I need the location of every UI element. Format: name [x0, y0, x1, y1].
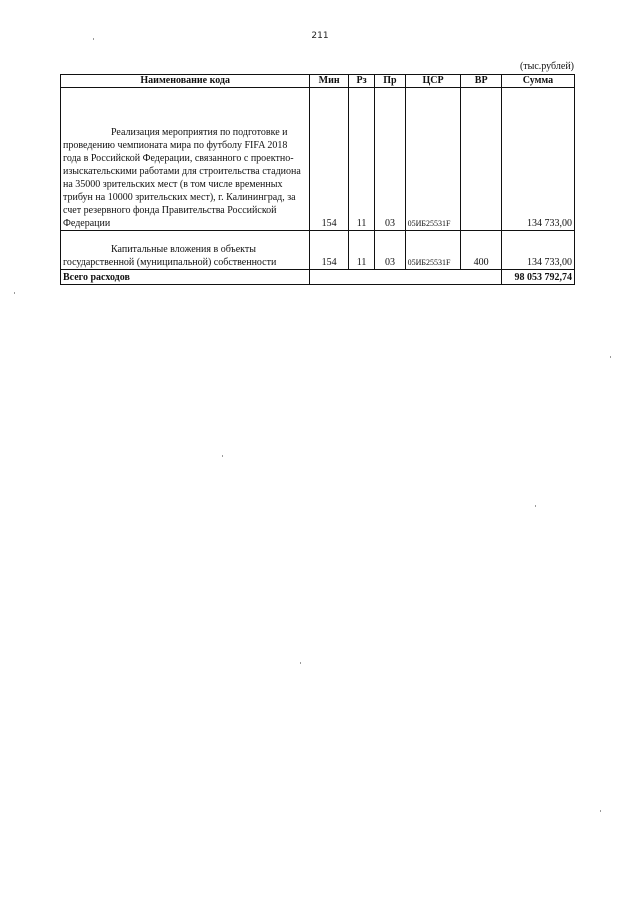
table-row — [61, 231, 575, 270]
row-vr — [461, 88, 502, 231]
scan-speck — [222, 455, 223, 457]
header-pr: Пр — [375, 75, 405, 88]
scan-speck — [535, 505, 536, 507]
header-min: Мин — [310, 75, 349, 88]
header-vr: ВР — [461, 75, 502, 88]
row-min: 154 — [310, 88, 349, 231]
scan-speck — [610, 356, 611, 358]
row-pr: 03 — [375, 88, 405, 231]
scan-speck — [600, 810, 601, 812]
row-pr: 03 — [375, 231, 405, 270]
total-row — [61, 270, 575, 285]
total-blank-cell — [405, 270, 461, 285]
row-rz: 11 — [348, 231, 374, 270]
row-sum: 134 733,00 — [501, 88, 574, 231]
total-sum: 98 053 792,74 — [501, 270, 574, 285]
total-blank-cell — [461, 270, 502, 285]
row-csr: 05ИБ25531F — [405, 88, 461, 231]
total-blank-cell — [375, 270, 405, 285]
table-header-row — [61, 75, 575, 88]
total-blank-cell — [310, 270, 349, 285]
budget-table — [60, 74, 575, 285]
total-blank-cell — [348, 270, 374, 285]
row-name-cell — [61, 231, 310, 270]
header-rz: Рз — [348, 75, 374, 88]
row-min: 154 — [310, 231, 349, 270]
header-name: Наименование кода — [61, 75, 310, 88]
page-number: 211 — [311, 31, 329, 41]
row-sum: 134 733,00 — [501, 231, 574, 270]
scan-speck — [14, 292, 15, 294]
scan-speck — [93, 38, 94, 40]
header-sum: Сумма — [501, 75, 574, 88]
row-name: Реализация мероприятия по подготовке и проведению чемпионата мира по футболу FIFA 2018 года в Российской Федерации, связанного с проектно-изыскательскими работами для строительства стадиона на 35000 зрительских мест (в том числе временных трибун на 10000 зрительских мест), г. Калининград, за счет резервного фонда Правительства Российской Федерации — [63, 127, 301, 229]
row-rz: 11 — [348, 88, 374, 231]
units-label: (тыс.рублей) — [519, 61, 574, 72]
row-name-cell — [61, 88, 310, 231]
total-label: Всего расходов — [61, 270, 310, 285]
table-row — [61, 88, 575, 231]
row-csr: 05ИБ25531F — [405, 231, 461, 270]
row-vr: 400 — [461, 231, 502, 270]
header-csr: ЦСР — [405, 75, 461, 88]
row-name: Капитальные вложения в объекты государственной (муниципальной) собственности — [63, 244, 277, 268]
scan-speck — [300, 662, 301, 664]
